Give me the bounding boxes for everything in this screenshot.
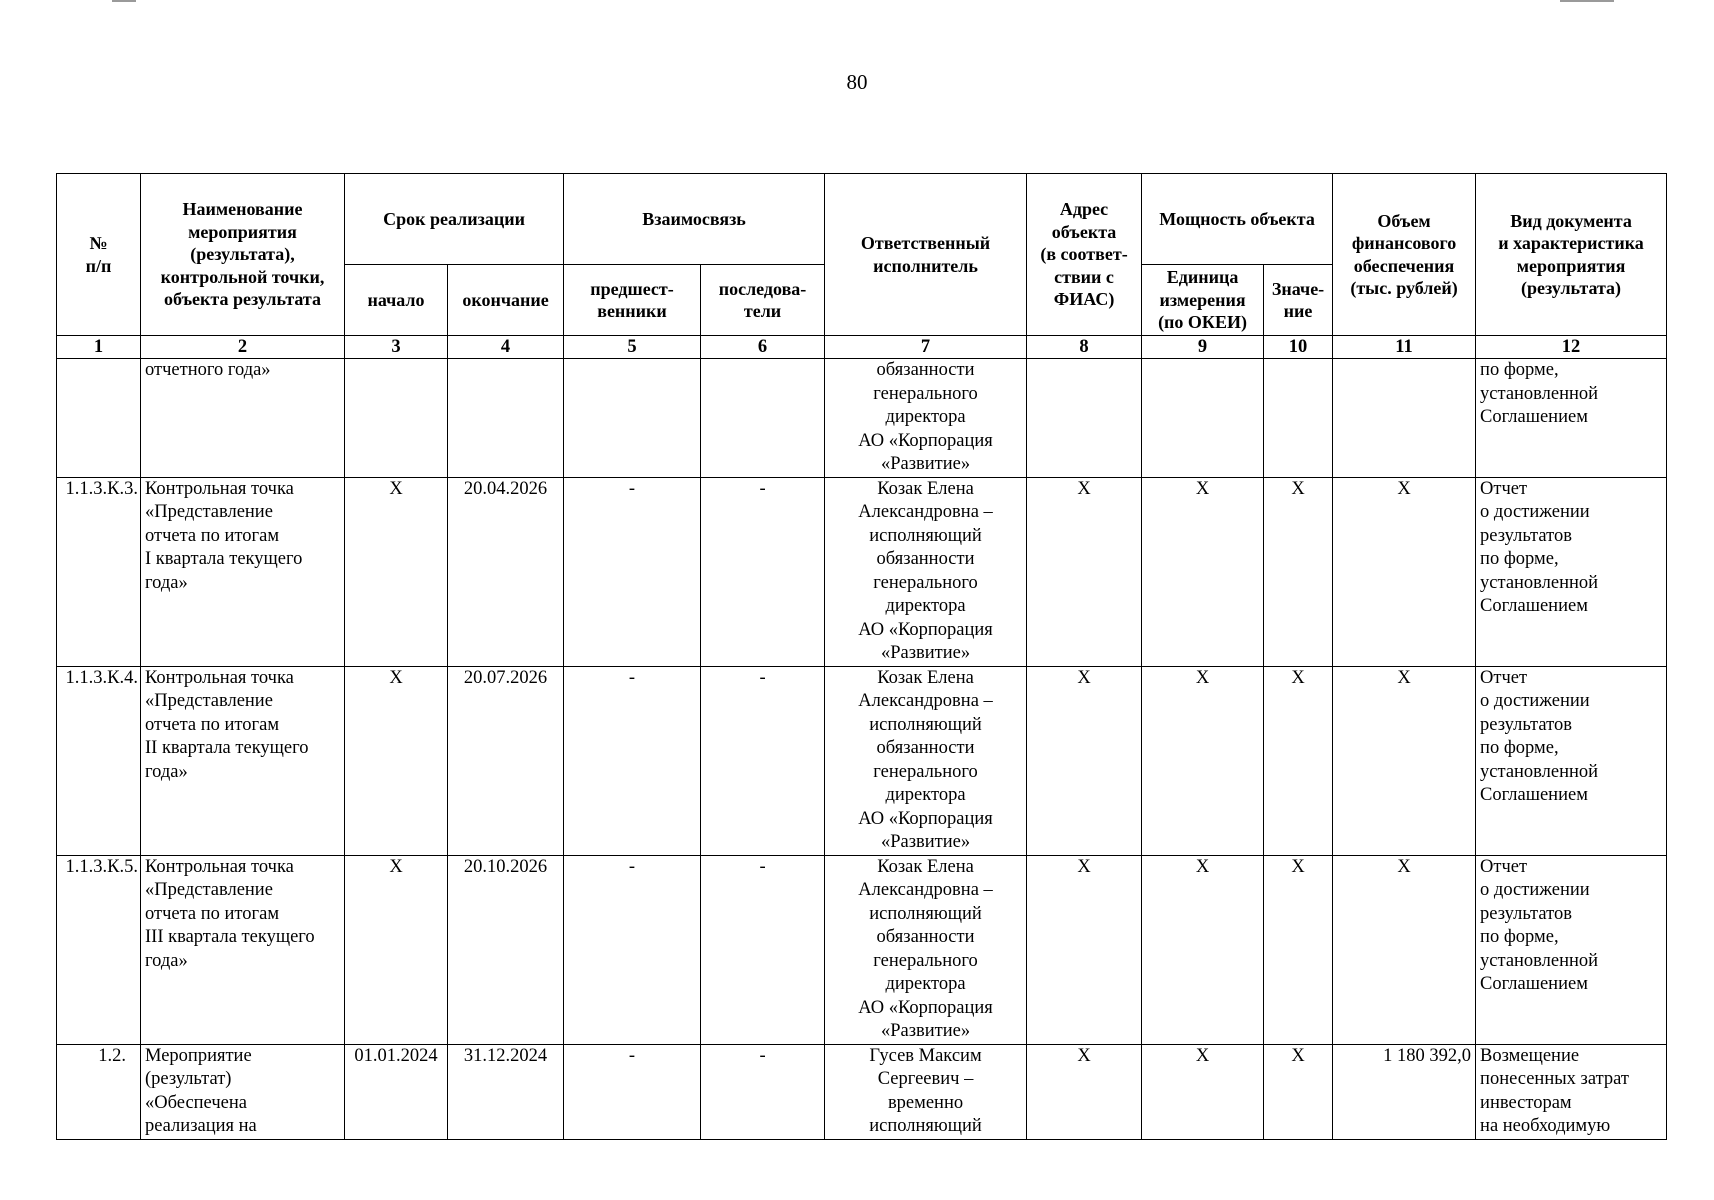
header-period: Срок реализации [345, 174, 564, 265]
cell-name: Контрольная точка «Представление отчета по итогам II квартала текущего года» [141, 666, 345, 855]
cell-doc: Отчет о достижении результатов по форме, установленной Соглашением [1476, 477, 1667, 666]
cell-unit: X [1142, 477, 1264, 666]
cell-start: X [345, 477, 448, 666]
table-row [57, 477, 1667, 666]
continuation-row [57, 359, 1667, 478]
cell-executor: Гусев Максим Сергеевич – временно исполняющий [825, 1044, 1027, 1139]
cell-unit: X [1142, 855, 1264, 1044]
header-relation: Взаимосвязь [564, 174, 825, 265]
cell-pred: - [564, 855, 701, 1044]
cell-address: X [1027, 1044, 1142, 1139]
column-number: 8 [1027, 336, 1142, 359]
cell-succ: - [701, 666, 825, 855]
cell-end [448, 359, 564, 478]
cell-doc: Возмещение понесенных затрат инвесторам на необходимую [1476, 1044, 1667, 1139]
cell-end: 20.04.2026 [448, 477, 564, 666]
cell-num: 1.1.3.К.4. [57, 666, 141, 855]
column-number: 6 [701, 336, 825, 359]
cell-address [1027, 359, 1142, 478]
cell-executor: Козак Елена Александровна – исполняющий обязанности генерального директора АО «Корпорация «Развитие» [825, 477, 1027, 666]
column-number: 4 [448, 336, 564, 359]
cell-start [345, 359, 448, 478]
cell-funding: X [1333, 477, 1476, 666]
cell-name: Контрольная точка «Представление отчета по итогам III квартала текущего года» [141, 855, 345, 1044]
cell-funding: X [1333, 855, 1476, 1044]
column-number: 12 [1476, 336, 1667, 359]
header-predecessors: предшест- венники [564, 265, 701, 336]
column-number: 2 [141, 336, 345, 359]
cell-start: X [345, 855, 448, 1044]
header-row-top [57, 174, 1667, 265]
cell-pred [564, 359, 701, 478]
cell-start: 01.01.2024 [345, 1044, 448, 1139]
cell-executor: обязанности генерального директора АО «Корпорация «Развитие» [825, 359, 1027, 478]
header-executor: Ответственный исполнитель [825, 174, 1027, 336]
cell-end: 20.10.2026 [448, 855, 564, 1044]
cell-pred: - [564, 1044, 701, 1139]
page-number: 80 [846, 70, 868, 94]
cell-end: 20.07.2026 [448, 666, 564, 855]
header-num: № п/п [57, 174, 141, 336]
column-number: 9 [1142, 336, 1264, 359]
cell-unit: X [1142, 1044, 1264, 1139]
cell-succ: - [701, 855, 825, 1044]
header-value: Значе- ние [1264, 265, 1333, 336]
cell-num: 1.1.3.К.3. [57, 477, 141, 666]
cell-address: X [1027, 855, 1142, 1044]
table-row [57, 1044, 1667, 1139]
cell-num: 1.2. [57, 1044, 141, 1139]
cell-start: X [345, 666, 448, 855]
cell-name: Мероприятие (результат) «Обеспечена реализация на [141, 1044, 345, 1139]
cell-funding: 1 180 392,0 [1333, 1044, 1476, 1139]
header-capacity: Мощность объекта [1142, 174, 1333, 265]
cell-succ: - [701, 1044, 825, 1139]
cell-funding: X [1333, 666, 1476, 855]
cell-value: X [1264, 855, 1333, 1044]
header-funding: Объем финансового обеспечения (тыс. рублей) [1333, 174, 1476, 336]
cell-address: X [1027, 666, 1142, 855]
cell-executor: Козак Елена Александровна – исполняющий обязанности генерального директора АО «Корпорация «Развитие» [825, 855, 1027, 1044]
header-unit: Единица измерения (по ОКЕИ) [1142, 265, 1264, 336]
column-number: 10 [1264, 336, 1333, 359]
cell-value: X [1264, 1044, 1333, 1139]
cell-succ [701, 359, 825, 478]
cell-end: 31.12.2024 [448, 1044, 564, 1139]
header-address: Адрес объекта (в соответ- ствии с ФИАС) [1027, 174, 1142, 336]
cell-num [57, 359, 141, 478]
column-number: 5 [564, 336, 701, 359]
cell-executor: Козак Елена Александровна – исполняющий обязанности генерального директора АО «Корпорация «Развитие» [825, 666, 1027, 855]
cell-pred: - [564, 477, 701, 666]
cell-value: X [1264, 477, 1333, 666]
column-number: 11 [1333, 336, 1476, 359]
cell-doc: по форме, установленной Соглашением [1476, 359, 1667, 478]
table-row [57, 666, 1667, 855]
column-number: 7 [825, 336, 1027, 359]
cell-address: X [1027, 477, 1142, 666]
scan-edge-mark-right [1560, 0, 1614, 2]
column-number: 1 [57, 336, 141, 359]
cell-value [1264, 359, 1333, 478]
cell-name: Контрольная точка «Представление отчета по итогам I квартала текущего года» [141, 477, 345, 666]
cell-num: 1.1.3.К.5. [57, 855, 141, 1044]
cell-name: отчетного года» [141, 359, 345, 478]
cell-succ: - [701, 477, 825, 666]
table-row [57, 855, 1667, 1044]
cell-unit [1142, 359, 1264, 478]
cell-pred: - [564, 666, 701, 855]
cell-doc: Отчет о достижении результатов по форме, установленной Соглашением [1476, 855, 1667, 1044]
cell-unit: X [1142, 666, 1264, 855]
cell-funding [1333, 359, 1476, 478]
plan-table [56, 173, 1667, 1140]
header-doc: Вид документа и характеристика мероприятия (результата) [1476, 174, 1667, 336]
column-number: 3 [345, 336, 448, 359]
header-name: Наименование мероприятия (результата), контрольной точки, объекта результата [141, 174, 345, 336]
scan-edge-mark-left [112, 0, 136, 2]
column-numbers-row [57, 336, 1667, 359]
header-start: начало [345, 265, 448, 336]
header-successors: последова- тели [701, 265, 825, 336]
header-end: окончание [448, 265, 564, 336]
cell-value: X [1264, 666, 1333, 855]
cell-doc: Отчет о достижении результатов по форме, установленной Соглашением [1476, 666, 1667, 855]
